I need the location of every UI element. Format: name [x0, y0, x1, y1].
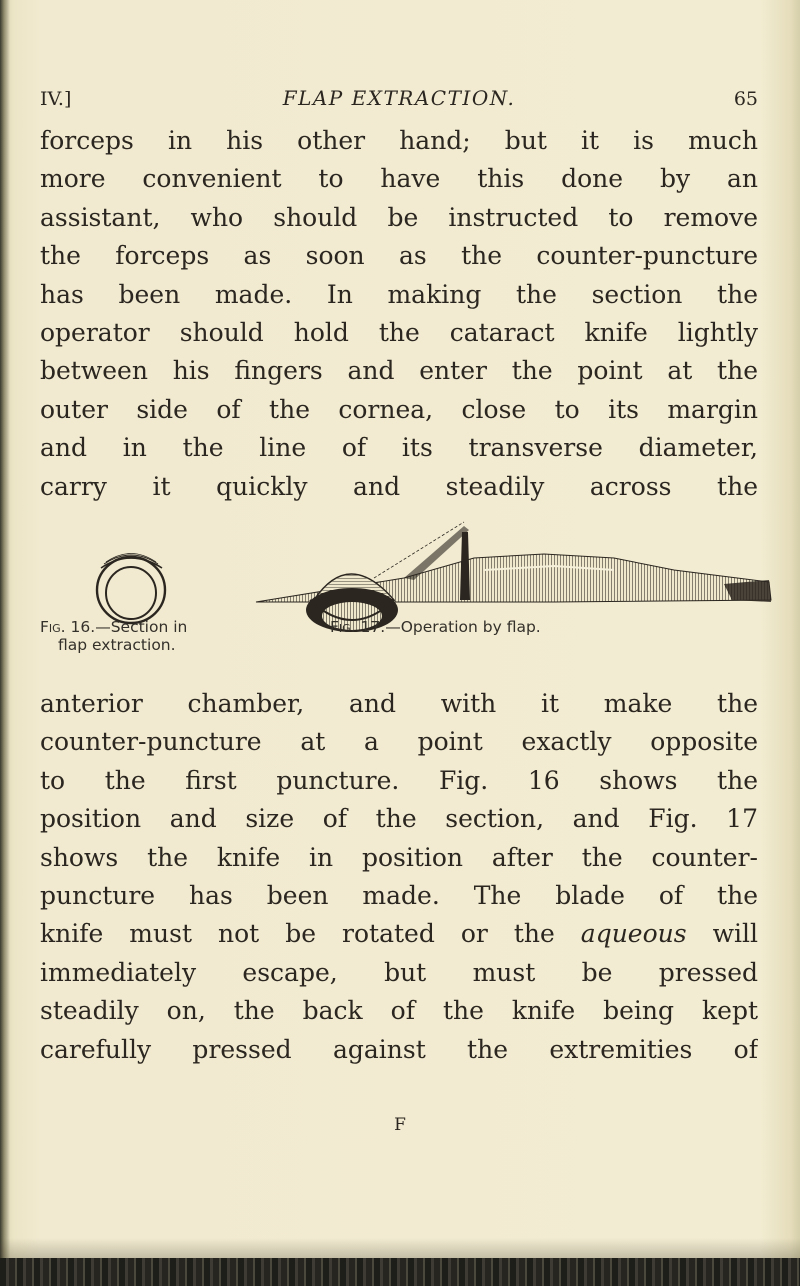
- page-bottom-shadow: [0, 1238, 800, 1258]
- paragraph-top: [40, 122, 758, 506]
- fig17-label: Fig. 17.: [330, 618, 386, 636]
- text-line: immediately escape, but must be pressed: [40, 957, 758, 987]
- text-line: position and size of the section, and Fig. 17: [40, 804, 758, 834]
- scan-bottom-edge: [0, 1258, 800, 1286]
- text-line: carry it quickly and steadily across the: [40, 471, 758, 501]
- running-head: [40, 86, 758, 116]
- text-line: puncture has been made. The blade of the: [40, 880, 758, 910]
- page-number: 65: [733, 88, 758, 110]
- text-line: outer side of the cornea, close to its margin: [40, 394, 758, 424]
- text-line: shows the knife in position after the counter-: [40, 842, 758, 872]
- emphasis-aqueous: aqueous: [580, 919, 687, 949]
- text-line: carefully pressed against the extremities of: [40, 1034, 758, 1064]
- chapter-number: IV.]: [40, 88, 72, 110]
- text-line: and in the line of its transverse diameter,: [40, 433, 758, 463]
- fig17-knife-operation-illustration: [254, 518, 774, 634]
- page-binding-edge: [0, 0, 10, 1286]
- text-line: forceps in his other hand; but it is much: [40, 126, 758, 155]
- text-line: to the first puncture. Fig. 16 shows the: [40, 765, 758, 795]
- text-line: anterior chamber, and with it make the: [40, 689, 758, 718]
- text-line: has been made. In making the section the: [40, 279, 758, 309]
- text-line: assistant, who should be instructed to remove: [40, 202, 758, 232]
- fig16-caption: [40, 618, 270, 654]
- text-line: operator should hold the cataract knife lightly: [40, 317, 758, 347]
- fig16-caption-line2: flap extraction.: [58, 636, 176, 654]
- text-line: steadily on, the back of the knife being kept: [40, 996, 758, 1026]
- signature-mark: F: [394, 1115, 406, 1135]
- fig17-caption: [330, 618, 750, 636]
- text-line: between his fingers and enter the point at the: [40, 356, 758, 386]
- page-title: FLAP EXTRACTION.: [282, 86, 516, 110]
- paragraph-bottom: [40, 685, 758, 1069]
- fig16-caption-text: —Section in: [95, 618, 188, 636]
- fig17-caption-text: —Operation by flap.: [385, 618, 541, 636]
- text-line: knife must not be rotated or the aqueous will: [40, 919, 758, 949]
- fig16-eye-section-illustration: [84, 546, 180, 626]
- text-line: the forceps as soon as the counter-puncture: [40, 241, 758, 271]
- text-line: counter-puncture at a point exactly opposite: [40, 727, 758, 757]
- text-line: more convenient to have this done by an: [40, 164, 758, 194]
- fig16-label: Fig. 16.: [40, 618, 96, 636]
